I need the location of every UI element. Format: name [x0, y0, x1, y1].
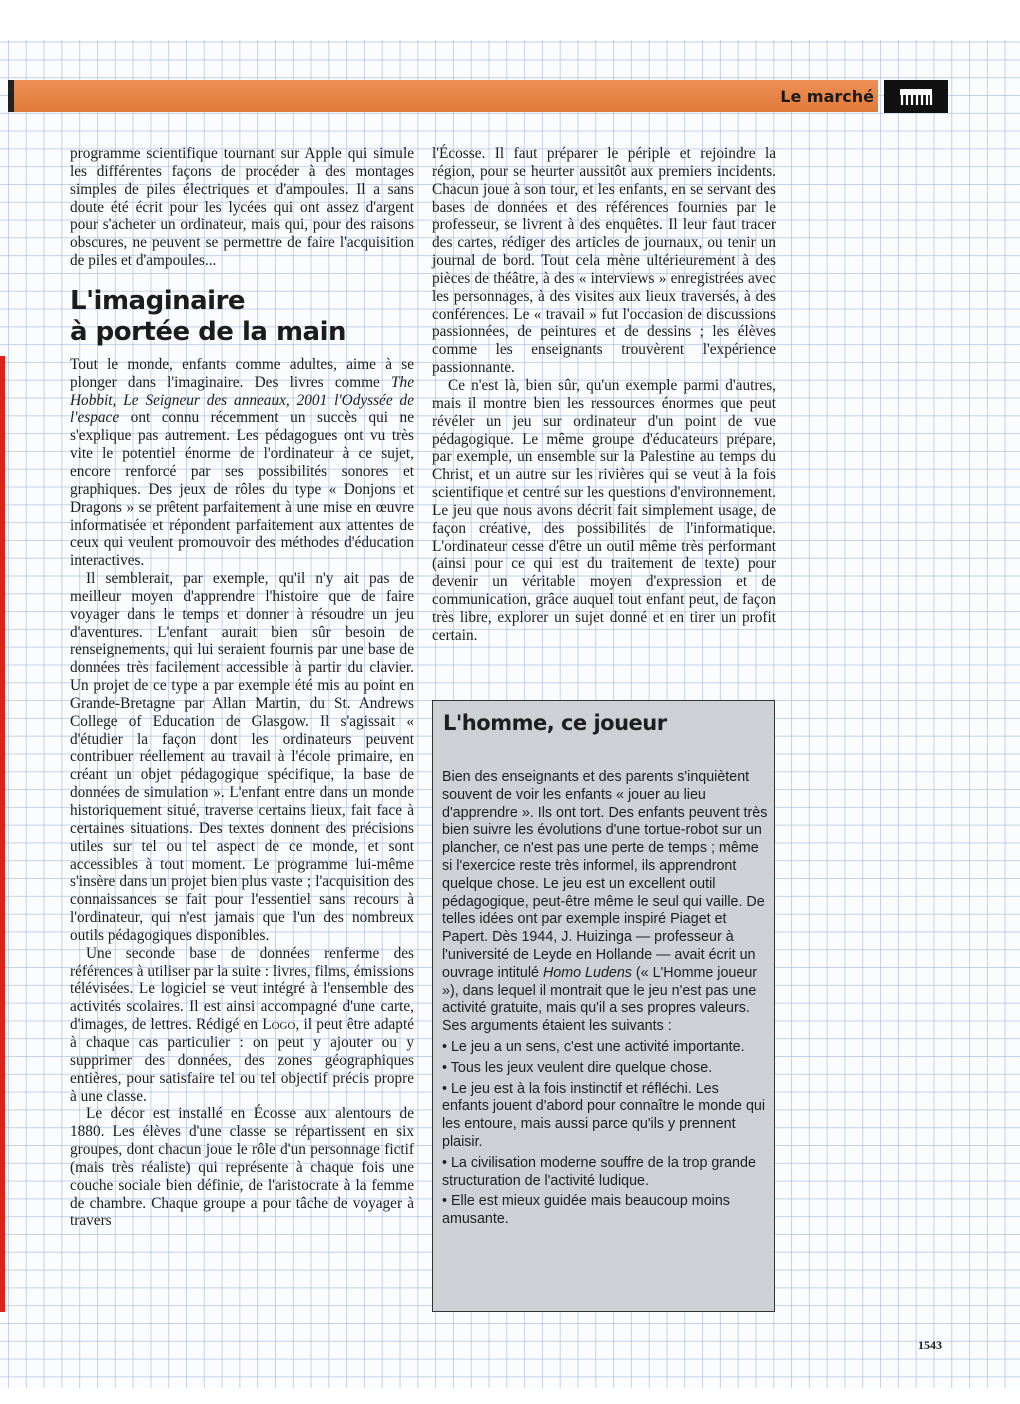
paragraph: programme scientifique tournant sur Apple qui simule les différentes façons de procéder à des montages simples de piles électriques et d'ampoules. Il a sans doute été écrit pour les lycées qui ont assez d'argent pour s'acheter un ordinateur, mais qui, pour des raisons obscures, ne peuvent se permettre de faire l'acquisition de piles et d'ampoules... — [70, 145, 414, 270]
article-column-right — [432, 145, 776, 645]
paragraph: l'Écosse. Il faut préparer le périple et rejoindre la région, pour se heurter aussitôt aux premiers incidents. Chacun joue à son tour, et les enfants, en se servant des bases de données et des références fournies par le professeur, se livrent à des enquêtes. Il leur faut tracer des cartes, rédiger des articles de journaux, ou tenir un journal de bord. Tout cela mène ultérieurement à des pièces de théâtre, à des « interviews » enregistrées avec les personnages, à des visites aux lieux traversés, à des conférences. Le « travail » fut l'occasion de discussions passionnées, de peintures et de dessins ; les élèves comme les enseignants trouvèrent l'expérience passionnante. — [432, 145, 776, 377]
text-span: (« L'Homme joueur »), dans lequel il montrait que le jeu n'est pas une activité gratuite, mais qu'il a ses propres valeurs. Ses arguments étaient les suivants : — [442, 964, 758, 1035]
paragraph: Le décor est installé en Écosse aux alentours de 1880. Les élèves d'une classe se répartissent en six groupes, dont chacun joue le rôle d'un personnage fictif (mais très réaliste) qui représente à chaque fois une couche sociale bien définie, de l'aristocrate à la femme de chambre. Chaque groupe a pour tâche de voyager à travers — [70, 1105, 414, 1230]
list-item: • Le jeu a un sens, c'est une activité importante. — [442, 1038, 745, 1055]
text-span: Bien des enseignants et des parents s'inquiètent souvent de voir les enfants « jouer au lieu d'apprendre ». Ils ont tort. Des enfants peuvent très bien suivre les évolutions d'une tortue-robot sur un plancher, ce n'est pas une perte de temps ; même si l'exercice reste très informel, ils apprendront quelque chose. Le jeu est un excellent outil pédagogique, peut-être même le seul qui vaille. De telles idées ont par exemple inspiré Piaget et Papert. Dès 1944, J. Huizinga — professeur à l'université de Leyde en Hollande — avait écrit un ouvrage intitulé — [442, 769, 768, 981]
text-span: Tout le monde, enfants comme adultes, aime à se plonger dans l'imaginaire. Des livres comme — [70, 355, 414, 391]
sidebar-title: L'homme, ce joueur — [443, 711, 667, 735]
sidebar-body — [442, 769, 768, 1229]
section-banner — [8, 80, 878, 112]
heading-line: à portée de la main — [70, 316, 347, 347]
paragraph: Il semblerait, par exemple, qu'il n'y ait pas de meilleur moyen d'apprendre l'histoire que de faire voyager dans le temps et donner à résoudre un jeu d'aventures. L'enfant aurait bien sûr besoin de renseignements, qui lui seraient fournis par une base de données très facilement accessible à partir du clavier. Un projet de ce type a par exemple été mis au point en Grande-Bretagne par Allan Martin, du St. Andrews College of Education de Glasgow. Il s'agissait « d'étudier la façon dont les ordinateurs peuvent contribuer réellement au travail à l'école primaire, en créant un objet pédagogique spécifique, la base de données de simulation ». L'enfant entre dans un monde historiquement situé, traverse certains lieux, fait face à certaines situations. Des textes donnent des précisions utiles sur tel ou tel aspect de ce monde, et sont accessibles à tout moment. Le programme lui-même s'insère dans un projet bien plus vaste ; l'acquisition des connaissances se fait pour l'essentiel sans recours à l'ordinateur, qui n'est jamais que l'un des nombreux outils pédagogiques disponibles. — [70, 570, 414, 944]
stacked-cards-icon — [898, 87, 934, 107]
section-heading — [70, 286, 414, 348]
page-bottom-margin — [0, 1388, 1020, 1404]
book-titles: The Hobbit, Le Seigneur des anneaux, 2001 l'Odyssée de l'espace — [70, 373, 414, 427]
heading-line: L'imaginaire — [70, 285, 246, 316]
page-number: 1543 — [918, 1338, 942, 1352]
article-column-left — [70, 145, 414, 1230]
text-span: Une seconde base de données renferme des références à utiliser par la suite : livres, films, émissions télévisées. Le logiciel se veut intégré à l'ensemble des activités scolaires. Il est ainsi accompagné d'une carte, d'images, de lettres. Rédigé en — [70, 944, 414, 1034]
list-item: • La civilisation moderne souffre de la trop grande structuration de l'activité ludique. — [442, 1154, 756, 1189]
paragraph: Ce n'est là, bien sûr, qu'un exemple parmi d'autres, mais il montre bien les ressources énormes que peut révéler un jeu sur ordinateur d'un point de vue pédagogique. Le même groupe d'éducateurs prépare, par exemple, un ensemble sur la Palestine au temps du Christ, et un autre sur les rivières qui se veut à la fois scientifique et centré sur les questions d'environnement. Le jeu que nous avons décrit fait simplement usage, de façon créative, des possibilités de l'informatique. L'ordinateur cesse d'être un outil même très performant (ainsi pour ce qui est du traitement de texte) pour devenir un véritable moyen d'expression et de communication, grâce auquel tout enfant peut, de façon très libre, explorer un sujet donné et en tirer un profit certain. — [432, 376, 776, 644]
accent-bar — [0, 356, 5, 1312]
book-title: Homo Ludens — [542, 964, 632, 981]
section-label: Le marché — [780, 87, 874, 106]
paragraph — [70, 945, 414, 1106]
list-item: • Tous les jeux veulent dire quelque chose. — [442, 1059, 713, 1076]
logo-language-name: Logo — [262, 1016, 296, 1034]
section-logo — [884, 80, 948, 113]
text-span: , il peut être adapté à chaque cas particulier : on peut y ajouter ou y supprimer des données, des zones géographiques entières, pour satisfaire tel ou tel objectif précis propre à une classe. — [70, 1016, 414, 1105]
sidebar-box — [432, 700, 775, 1312]
list-item: • Le jeu est à la fois instinctif et réfléchi. Les enfants jouent d'abord pour connaître le monde qui les entoure, mais aussi parce qu'ils y prennent plaisir. — [442, 1080, 766, 1150]
sidebar-paragraph — [442, 769, 768, 1036]
page-top-margin — [0, 0, 1020, 40]
text-span: ont connu récemment un succès qui ne s'explique pas autrement. Les pédagogues ont vu très vite le potentiel énorme de l'ordinateur à ce sujet, encore renforcé par ses possibilités sonores et graphiques. Des jeux de rôles du type « Donjons et Dragons » se prêtent parfaitement à une mise en œuvre informatisée et répondent parfaitement aux attentes de ceux qui veulent promouvoir des méthodes d'éducation interactives. — [70, 409, 414, 570]
list-item: • Elle est mieux guidée mais beaucoup moins amusante. — [442, 1193, 730, 1228]
banner-edge-mark — [8, 80, 14, 112]
paragraph — [70, 356, 414, 570]
